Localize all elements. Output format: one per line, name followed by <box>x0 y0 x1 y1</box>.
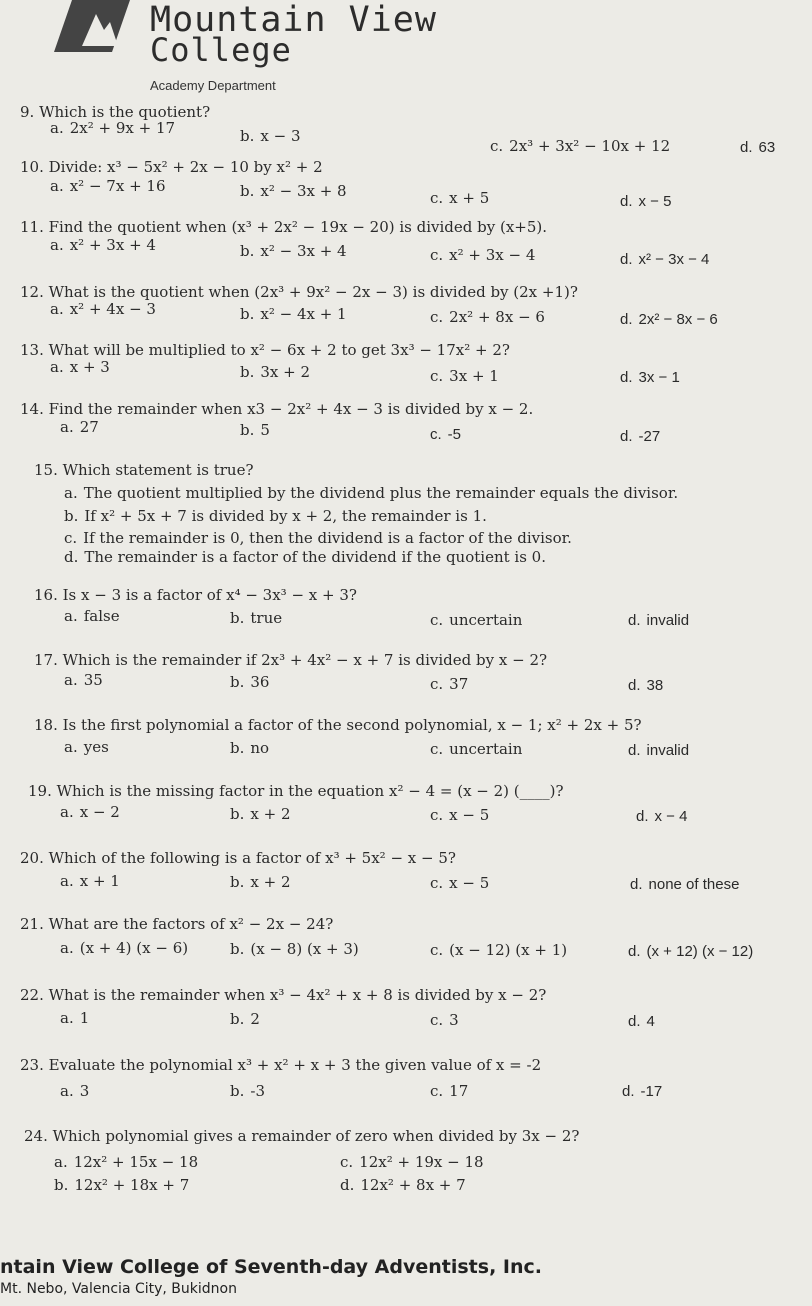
q12-option-d: d. 2x² − 8x − 6 <box>620 311 718 328</box>
q18-option-a: a. yes <box>64 738 109 756</box>
q24-option-a: a. 12x² + 15x − 18 <box>54 1153 199 1171</box>
q9-option-c: c. 2x³ + 3x² − 10x + 12 <box>490 137 671 155</box>
question-23: 23. Evaluate the polynomial x³ + x² + x + 3 the given value of x = -2 <box>20 1056 542 1074</box>
q12-option-a: a. x² + 4x − 3 <box>50 300 156 318</box>
q16-option-c: c. uncertain <box>430 611 523 629</box>
q11-option-a: a. x² + 3x + 4 <box>50 236 156 254</box>
q11-option-b: b. x² − 3x + 4 <box>240 242 347 260</box>
q17-option-b: b. 36 <box>230 673 270 691</box>
q24-option-b: b. 12x² + 18x + 7 <box>54 1176 190 1194</box>
question-19: 19. Which is the missing factor in the equation x² − 4 = (x − 2) (____)? <box>28 782 564 800</box>
question-14: 14. Find the remainder when x3 − 2x² + 4x − 3 is divided by x − 2. <box>20 400 534 418</box>
college-name-line1: Mountain View <box>150 0 437 40</box>
q17-option-d: d. 38 <box>628 677 664 694</box>
q21-option-b: b. (x − 8) (x + 3) <box>230 940 359 958</box>
question-11: 11. Find the quotient when (x³ + 2x² − 19x − 20) is divided by (x+5). <box>20 218 548 236</box>
q11-option-d: d. x² − 3x − 4 <box>620 251 710 268</box>
q22-option-d: d. 4 <box>628 1013 655 1030</box>
q23-option-b: b. -3 <box>230 1082 265 1100</box>
question-18: 18. Is the first polynomial a factor of the second polynomial, x − 1; x² + 2x + 5? <box>34 716 642 734</box>
q20-option-b: b. x + 2 <box>230 873 291 891</box>
q10-option-d: d. x − 5 <box>620 193 672 210</box>
q16-option-d: d. invalid <box>628 612 690 629</box>
q17-option-a: a. 35 <box>64 671 103 689</box>
question-22: 22. What is the remainder when x³ − 4x² + x + 8 is divided by x − 2? <box>20 986 547 1004</box>
q21-option-d: d. (x + 12) (x − 12) <box>628 943 754 960</box>
q21-option-a: a. (x + 4) (x − 6) <box>60 939 189 957</box>
footer-address: Mt. Nebo, Valencia City, Bukidnon <box>0 1281 237 1297</box>
q15-option-d: d. The remainder is a factor of the dividend if the quotient is 0. <box>64 548 546 566</box>
college-logo <box>52 0 130 52</box>
q19-option-b: b. x + 2 <box>230 805 291 823</box>
q19-option-a: a. x − 2 <box>60 803 120 821</box>
q23-option-d: d. -17 <box>622 1083 663 1100</box>
question-13: 13. What will be multiplied to x² − 6x + 2 to get 3x³ − 17x² + 2? <box>20 341 510 359</box>
q9-option-b: b. x − 3 <box>240 127 301 145</box>
q12-option-c: c. 2x² + 8x − 6 <box>430 308 545 326</box>
q24-option-d: d. 12x² + 8x + 7 <box>340 1176 466 1194</box>
q9-option-a: a. 2x² + 9x + 17 <box>50 119 176 137</box>
q11-option-c: c. x² + 3x − 4 <box>430 246 536 264</box>
department-label: Academy Department <box>150 78 276 93</box>
q20-option-c: c. x − 5 <box>430 874 490 892</box>
q18-option-c: c. uncertain <box>430 740 523 758</box>
question-12: 12. What is the quotient when (2x³ + 9x² − 2x − 3) is divided by (2x +1)? <box>20 283 578 301</box>
q22-option-a: a. 1 <box>60 1009 90 1027</box>
q21-option-c: c. (x − 12) (x + 1) <box>430 941 568 959</box>
question-24: 24. Which polynomial gives a remainder of zero when divided by 3x − 2? <box>24 1127 580 1145</box>
college-name-line2: College <box>150 31 292 69</box>
question-20: 20. Which of the following is a factor of x³ + 5x² − x − 5? <box>20 849 456 867</box>
question-10: 10. Divide: x³ − 5x² + 2x − 10 by x² + 2 <box>20 158 323 176</box>
q10-option-c: c. x + 5 <box>430 189 490 207</box>
q10-option-a: a. x² − 7x + 16 <box>50 177 166 195</box>
q20-option-d: d. none of these <box>630 876 740 893</box>
q14-option-b: b. 5 <box>240 421 270 439</box>
question-16: 16. Is x − 3 is a factor of x⁴ − 3x³ − x + 3? <box>34 586 357 604</box>
q19-option-c: c. x − 5 <box>430 806 490 824</box>
q14-option-c: c. -5 <box>430 426 462 443</box>
q13-option-d: d. 3x − 1 <box>620 369 680 386</box>
q23-option-a: a. 3 <box>60 1082 90 1100</box>
q19-option-d: d. x − 4 <box>636 808 688 825</box>
question-15: 15. Which statement is true? <box>34 461 254 479</box>
question-9: 9. Which is the quotient? <box>20 103 211 121</box>
footer-institution: ntain View College of Seventh-day Adventists, Inc. <box>0 1256 542 1278</box>
q15-option-c: c. If the remainder is 0, then the dividend is a factor of the divisor. <box>64 529 572 547</box>
q16-option-b: b. true <box>230 609 283 627</box>
q22-option-b: b. 2 <box>230 1010 260 1028</box>
question-21: 21. What are the factors of x² − 2x − 24? <box>20 915 334 933</box>
q23-option-c: c. 17 <box>430 1082 469 1100</box>
q10-option-b: b. x² − 3x + 8 <box>240 182 347 200</box>
q14-option-d: d. -27 <box>620 428 661 445</box>
q13-option-b: b. 3x + 2 <box>240 363 311 381</box>
q18-option-d: d. invalid <box>628 742 690 759</box>
q12-option-b: b. x² − 4x + 1 <box>240 305 347 323</box>
q9-option-d: d. 63 <box>740 139 776 156</box>
q22-option-c: c. 3 <box>430 1011 459 1029</box>
q15-option-b: b. If x² + 5x + 7 is divided by x + 2, the remainder is 1. <box>64 507 487 525</box>
q16-option-a: a. false <box>64 607 120 625</box>
question-17: 17. Which is the remainder if 2x³ + 4x² − x + 7 is divided by x − 2? <box>34 651 548 669</box>
logo-mark-icon <box>52 0 130 52</box>
q13-option-c: c. 3x + 1 <box>430 367 499 385</box>
q13-option-a: a. x + 3 <box>50 358 110 376</box>
q14-option-a: a. 27 <box>60 418 99 436</box>
q20-option-a: a. x + 1 <box>60 872 120 890</box>
q24-option-c: c. 12x² + 19x − 18 <box>340 1153 484 1171</box>
q17-option-c: c. 37 <box>430 675 469 693</box>
q15-option-a: a. The quotient multiplied by the dividend plus the remainder equals the divisor. <box>64 484 679 502</box>
q18-option-b: b. no <box>230 739 270 757</box>
